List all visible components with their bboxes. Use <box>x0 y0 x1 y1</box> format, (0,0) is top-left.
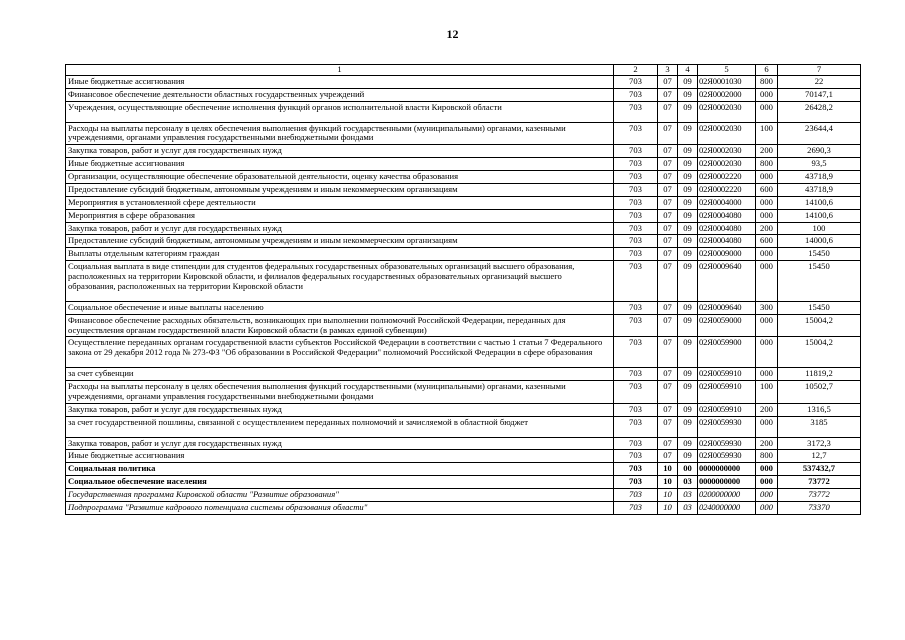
row-admin-code-cell: 703 <box>614 248 658 261</box>
row-admin-code-cell: 703 <box>614 403 658 416</box>
row-amount-cell: 15004,2 <box>778 337 861 368</box>
row-target-article-cell: 0000000000 <box>698 463 756 476</box>
row-section-cell: 07 <box>658 171 678 184</box>
row-subsection-cell: 03 <box>678 489 698 502</box>
table-row <box>66 368 861 381</box>
row-section-cell: 07 <box>658 209 678 222</box>
row-subsection-cell: 03 <box>678 501 698 514</box>
row-admin-code-cell: 703 <box>614 101 658 122</box>
row-amount-cell: 93,5 <box>778 158 861 171</box>
row-amount-cell: 537432,7 <box>778 463 861 476</box>
row-subsection-cell: 09 <box>678 145 698 158</box>
row-target-article-cell: 02Я0004000 <box>698 196 756 209</box>
row-target-article-cell: 02Я0002030 <box>698 122 756 145</box>
table-row <box>66 222 861 235</box>
row-subsection-cell: 09 <box>678 88 698 101</box>
row-subsection-cell: 09 <box>678 222 698 235</box>
table-row <box>66 158 861 171</box>
row-target-article-cell: 02Я0059930 <box>698 450 756 463</box>
header-col-1: 1 <box>66 65 614 76</box>
row-expense-type-cell: 000 <box>756 337 778 368</box>
row-target-article-cell: 0000000000 <box>698 476 756 489</box>
row-amount-cell: 14100,6 <box>778 209 861 222</box>
row-name-cell: Финансовое обеспечение расходных обязательств, возникающих при выполнении полномочий Российской Федерации, переданных для осуществления органам государственной власти Кировской области (в рамках единой субвенции) <box>66 314 614 337</box>
row-subsection-cell: 09 <box>678 209 698 222</box>
row-expense-type-cell: 200 <box>756 403 778 416</box>
row-expense-type-cell: 000 <box>756 101 778 122</box>
row-target-article-cell: 02Я0059930 <box>698 416 756 437</box>
row-section-cell: 07 <box>658 248 678 261</box>
row-subsection-cell: 09 <box>678 450 698 463</box>
row-amount-cell: 70147,1 <box>778 88 861 101</box>
row-amount-cell: 22 <box>778 75 861 88</box>
row-section-cell: 07 <box>658 368 678 381</box>
table-row <box>66 248 861 261</box>
row-section-cell: 10 <box>658 501 678 514</box>
row-expense-type-cell: 600 <box>756 183 778 196</box>
row-name-cell: Социальное обеспечение и иные выплаты населению <box>66 301 614 314</box>
budget-table-container <box>65 64 860 515</box>
row-target-article-cell: 02Я0009640 <box>698 301 756 314</box>
row-section-cell: 07 <box>658 75 678 88</box>
row-amount-cell: 23644,4 <box>778 122 861 145</box>
row-target-article-cell: 02Я0002030 <box>698 145 756 158</box>
row-target-article-cell: 02Я0002220 <box>698 183 756 196</box>
row-section-cell: 07 <box>658 416 678 437</box>
row-name-cell: Расходы на выплаты персоналу в целях обеспечения выполнения функций государственными (муниципальными) органами, казенными учреждениями, органами управления государственными внебюджетными фондами <box>66 122 614 145</box>
row-admin-code-cell: 703 <box>614 88 658 101</box>
row-expense-type-cell: 800 <box>756 75 778 88</box>
row-amount-cell: 43718,9 <box>778 183 861 196</box>
row-target-article-cell: 02Я0059000 <box>698 314 756 337</box>
row-admin-code-cell: 703 <box>614 158 658 171</box>
row-expense-type-cell: 100 <box>756 122 778 145</box>
row-subsection-cell: 00 <box>678 463 698 476</box>
row-expense-type-cell: 100 <box>756 381 778 404</box>
row-expense-type-cell: 000 <box>756 248 778 261</box>
row-expense-type-cell: 800 <box>756 450 778 463</box>
row-section-cell: 10 <box>658 463 678 476</box>
header-col-4: 4 <box>678 65 698 76</box>
row-name-cell: Финансовое обеспечение деятельности областных государственных учреждений <box>66 88 614 101</box>
page-number: 12 <box>446 27 459 41</box>
row-section-cell: 07 <box>658 403 678 416</box>
row-name-cell: Закупка товаров, работ и услуг для государственных нужд <box>66 145 614 158</box>
row-name-cell: Мероприятия в сфере образования <box>66 209 614 222</box>
table-row <box>66 101 861 122</box>
row-expense-type-cell: 000 <box>756 171 778 184</box>
header-col-2: 2 <box>614 65 658 76</box>
row-section-cell: 07 <box>658 222 678 235</box>
table-row <box>66 171 861 184</box>
row-amount-cell: 100 <box>778 222 861 235</box>
row-target-article-cell: 02Я0059910 <box>698 403 756 416</box>
row-name-cell: Мероприятия в установленной сфере деятельности <box>66 196 614 209</box>
table-row <box>66 381 861 404</box>
table-row <box>66 145 861 158</box>
row-target-article-cell: 02Я0009640 <box>698 261 756 302</box>
row-target-article-cell: 02Я0002220 <box>698 171 756 184</box>
row-admin-code-cell: 703 <box>614 75 658 88</box>
row-subsection-cell: 09 <box>678 261 698 302</box>
row-subsection-cell: 09 <box>678 122 698 145</box>
row-target-article-cell: 02Я0004080 <box>698 209 756 222</box>
row-subsection-cell: 09 <box>678 183 698 196</box>
table-row <box>66 183 861 196</box>
row-target-article-cell: 0200000000 <box>698 489 756 502</box>
row-amount-cell: 15450 <box>778 248 861 261</box>
row-expense-type-cell: 000 <box>756 463 778 476</box>
row-admin-code-cell: 703 <box>614 476 658 489</box>
row-section-cell: 07 <box>658 261 678 302</box>
row-admin-code-cell: 703 <box>614 301 658 314</box>
row-admin-code-cell: 703 <box>614 368 658 381</box>
row-admin-code-cell: 703 <box>614 450 658 463</box>
row-admin-code-cell: 703 <box>614 122 658 145</box>
row-target-article-cell: 02Я0059910 <box>698 368 756 381</box>
row-target-article-cell: 02Я0059910 <box>698 381 756 404</box>
header-col-6: 6 <box>756 65 778 76</box>
row-amount-cell: 14100,6 <box>778 196 861 209</box>
row-name-cell: за счет субвенции <box>66 368 614 381</box>
row-expense-type-cell: 000 <box>756 88 778 101</box>
row-admin-code-cell: 703 <box>614 501 658 514</box>
row-name-cell: Предоставление субсидий бюджетным, автономным учреждениям и иным некоммерческим организациям <box>66 183 614 196</box>
row-admin-code-cell: 703 <box>614 183 658 196</box>
row-section-cell: 07 <box>658 158 678 171</box>
row-admin-code-cell: 703 <box>614 314 658 337</box>
row-admin-code-cell: 703 <box>614 381 658 404</box>
row-section-cell: 07 <box>658 314 678 337</box>
row-amount-cell: 15450 <box>778 301 861 314</box>
row-name-cell: Социальная выплата в виде стипендии для студентов федеральных государственных образовательных организаций высшего образования, расположенных на территории Кировской области, и филиалов федеральных государственных образовательных организаций высшего образования, расположенных на территории Кировской области <box>66 261 614 302</box>
row-name-cell: Предоставление субсидий бюджетным, автономным учреждениям и иным некоммерческим организациям <box>66 235 614 248</box>
row-subsection-cell: 09 <box>678 314 698 337</box>
row-expense-type-cell: 000 <box>756 476 778 489</box>
row-name-cell: Иные бюджетные ассигнования <box>66 450 614 463</box>
row-admin-code-cell: 703 <box>614 337 658 368</box>
row-admin-code-cell: 703 <box>614 145 658 158</box>
table-row <box>66 416 861 437</box>
row-expense-type-cell: 200 <box>756 437 778 450</box>
row-name-cell: Подпрограмма "Развитие кадрового потенциала системы образования области" <box>66 501 614 514</box>
row-name-cell: за счет государственной пошлины, связанной с осуществлением переданных полномочий и зачисляемой в областной бюджет <box>66 416 614 437</box>
table-row <box>66 122 861 145</box>
row-name-cell: Учреждения, осуществляющие обеспечение исполнения функций органов исполнительной власти Кировской области <box>66 101 614 122</box>
row-admin-code-cell: 703 <box>614 437 658 450</box>
row-amount-cell: 3185 <box>778 416 861 437</box>
row-section-cell: 07 <box>658 235 678 248</box>
row-amount-cell: 26428,2 <box>778 101 861 122</box>
row-subsection-cell: 03 <box>678 476 698 489</box>
row-admin-code-cell: 703 <box>614 416 658 437</box>
table-header-row <box>66 65 861 76</box>
row-target-article-cell: 02Я0002030 <box>698 158 756 171</box>
row-subsection-cell: 09 <box>678 248 698 261</box>
row-expense-type-cell: 000 <box>756 314 778 337</box>
row-admin-code-cell: 703 <box>614 489 658 502</box>
row-subsection-cell: 09 <box>678 403 698 416</box>
row-section-cell: 07 <box>658 122 678 145</box>
row-name-cell: Выплаты отдельным категориям граждан <box>66 248 614 261</box>
row-section-cell: 10 <box>658 489 678 502</box>
row-section-cell: 07 <box>658 381 678 404</box>
row-admin-code-cell: 703 <box>614 235 658 248</box>
row-amount-cell: 11819,2 <box>778 368 861 381</box>
table-row <box>66 463 861 476</box>
row-admin-code-cell: 703 <box>614 209 658 222</box>
row-expense-type-cell: 200 <box>756 222 778 235</box>
row-section-cell: 07 <box>658 301 678 314</box>
row-name-cell: Организации, осуществляющие обеспечение образовательной деятельности, оценку качества образования <box>66 171 614 184</box>
row-amount-cell: 10502,7 <box>778 381 861 404</box>
row-expense-type-cell: 000 <box>756 368 778 381</box>
row-section-cell: 07 <box>658 437 678 450</box>
table-row <box>66 489 861 502</box>
table-row <box>66 314 861 337</box>
row-expense-type-cell: 000 <box>756 416 778 437</box>
row-name-cell: Расходы на выплаты персоналу в целях обеспечения выполнения функций государственными (муниципальными) органами, казенными учреждениями, органами управления государственными внебюджетными фондами <box>66 381 614 404</box>
row-amount-cell: 2690,3 <box>778 145 861 158</box>
header-col-3: 3 <box>658 65 678 76</box>
row-admin-code-cell: 703 <box>614 261 658 302</box>
table-row <box>66 337 861 368</box>
row-subsection-cell: 09 <box>678 196 698 209</box>
row-target-article-cell: 02Я0004080 <box>698 235 756 248</box>
row-subsection-cell: 09 <box>678 437 698 450</box>
table-row <box>66 450 861 463</box>
table-row <box>66 501 861 514</box>
row-subsection-cell: 09 <box>678 416 698 437</box>
row-subsection-cell: 09 <box>678 101 698 122</box>
row-admin-code-cell: 703 <box>614 171 658 184</box>
row-target-article-cell: 02Я0004080 <box>698 222 756 235</box>
row-section-cell: 07 <box>658 196 678 209</box>
row-amount-cell: 73772 <box>778 489 861 502</box>
row-subsection-cell: 09 <box>678 75 698 88</box>
row-subsection-cell: 09 <box>678 171 698 184</box>
table-row <box>66 209 861 222</box>
row-subsection-cell: 09 <box>678 381 698 404</box>
row-section-cell: 07 <box>658 145 678 158</box>
row-subsection-cell: 09 <box>678 235 698 248</box>
row-name-cell: Закупка товаров, работ и услуг для государственных нужд <box>66 222 614 235</box>
row-amount-cell: 15004,2 <box>778 314 861 337</box>
row-expense-type-cell: 000 <box>756 501 778 514</box>
row-amount-cell: 43718,9 <box>778 171 861 184</box>
row-target-article-cell: 02Я0009000 <box>698 248 756 261</box>
row-name-cell: Закупка товаров, работ и услуг для государственных нужд <box>66 437 614 450</box>
row-section-cell: 07 <box>658 101 678 122</box>
row-section-cell: 07 <box>658 183 678 196</box>
row-amount-cell: 12,7 <box>778 450 861 463</box>
row-name-cell: Социальное обеспечение населения <box>66 476 614 489</box>
row-target-article-cell: 0240000000 <box>698 501 756 514</box>
table-row <box>66 235 861 248</box>
table-row <box>66 437 861 450</box>
row-amount-cell: 73370 <box>778 501 861 514</box>
row-expense-type-cell: 000 <box>756 209 778 222</box>
row-target-article-cell: 02Я0059930 <box>698 437 756 450</box>
table-row <box>66 88 861 101</box>
row-admin-code-cell: 703 <box>614 222 658 235</box>
row-expense-type-cell: 300 <box>756 301 778 314</box>
row-target-article-cell: 02Я0002000 <box>698 88 756 101</box>
row-name-cell: Государственная программа Кировской области "Развитие образования" <box>66 489 614 502</box>
row-name-cell: Осуществление переданных органам государственной власти субъектов Российской Федерации в соответствии с частью 1 статьи 7 Федерального закона от 29 декабря 2012 года № 273-ФЗ "Об образовании в Российской Федерации" полномочий Российской Федерации в сфере образования <box>66 337 614 368</box>
table-body <box>66 75 861 514</box>
row-admin-code-cell: 703 <box>614 196 658 209</box>
row-target-article-cell: 02Я0001030 <box>698 75 756 88</box>
row-target-article-cell: 02Я0002030 <box>698 101 756 122</box>
row-amount-cell: 1316,5 <box>778 403 861 416</box>
row-target-article-cell: 02Я0059900 <box>698 337 756 368</box>
row-section-cell: 07 <box>658 88 678 101</box>
row-expense-type-cell: 000 <box>756 196 778 209</box>
row-expense-type-cell: 200 <box>756 145 778 158</box>
header-col-7: 7 <box>778 65 861 76</box>
row-section-cell: 07 <box>658 337 678 368</box>
row-name-cell: Иные бюджетные ассигнования <box>66 158 614 171</box>
row-expense-type-cell: 000 <box>756 489 778 502</box>
row-name-cell: Социальная политика <box>66 463 614 476</box>
row-amount-cell: 73772 <box>778 476 861 489</box>
row-section-cell: 10 <box>658 476 678 489</box>
row-subsection-cell: 09 <box>678 337 698 368</box>
row-section-cell: 07 <box>658 450 678 463</box>
row-expense-type-cell: 800 <box>756 158 778 171</box>
table-row <box>66 75 861 88</box>
row-amount-cell: 14000,6 <box>778 235 861 248</box>
table-row <box>66 476 861 489</box>
row-name-cell: Закупка товаров, работ и услуг для государственных нужд <box>66 403 614 416</box>
row-amount-cell: 3172,3 <box>778 437 861 450</box>
budget-table <box>65 64 861 515</box>
row-expense-type-cell: 000 <box>756 261 778 302</box>
row-subsection-cell: 09 <box>678 301 698 314</box>
row-subsection-cell: 09 <box>678 368 698 381</box>
table-row <box>66 301 861 314</box>
row-expense-type-cell: 600 <box>756 235 778 248</box>
row-subsection-cell: 09 <box>678 158 698 171</box>
header-col-5: 5 <box>698 65 756 76</box>
row-name-cell: Иные бюджетные ассигнования <box>66 75 614 88</box>
row-amount-cell: 15450 <box>778 261 861 302</box>
table-row <box>66 196 861 209</box>
row-admin-code-cell: 703 <box>614 463 658 476</box>
table-row <box>66 403 861 416</box>
table-row <box>66 261 861 302</box>
